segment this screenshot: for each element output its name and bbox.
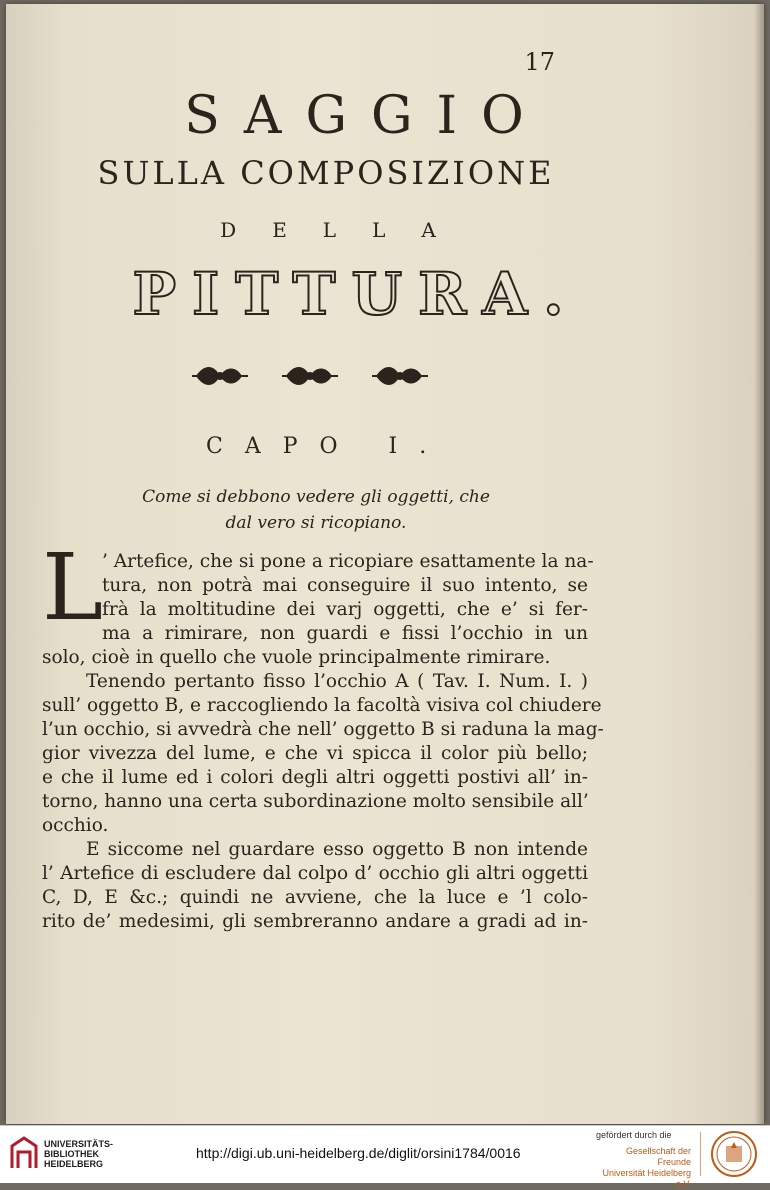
chapter-heading: CAPO I. (206, 434, 449, 459)
subtitle-line: Come si debbono vedere gli oggetti, che (142, 487, 490, 507)
text-line: gior vivezza del lume, e che vi spicca il color più bello; (42, 743, 588, 764)
page-number: 17 (524, 48, 555, 76)
text-line: C, D, E &c.; quindi ne avviene, che la luce e ’l colo- (42, 887, 588, 908)
text-line: Tenendo pertanto fisso l’occhio A ( Tav. I. Num. I. ) (86, 671, 588, 692)
title-line-saggio: SAGGIO (184, 86, 548, 146)
text-line: l’un occhio, si avvedrà che nell’ oggetto B si raduna la mag- (42, 719, 604, 740)
drop-cap: L (42, 534, 104, 641)
subtitle-line: dal vero si ricopiano. (225, 513, 407, 533)
text-line: l’ Artefice di escludere dal colpo d’ occhio gli altri oggetti (42, 863, 588, 884)
text-line: tura, non potrà mai conseguire il suo intento, se (102, 575, 588, 596)
scanned-book-page (6, 4, 764, 1124)
text-line: ’ Artefice, che si pone a ricopiare esattamente la na- (102, 551, 594, 572)
chapter-subtitle (106, 484, 526, 536)
sponsor-label: gefördert durch die (596, 1130, 672, 1140)
text-line: occhio. (42, 815, 109, 836)
page-edge-shadow (754, 4, 764, 1124)
title-line-sulla-composizione: SULLA COMPOSIZIONE (97, 154, 555, 192)
fleuron-icon (192, 367, 248, 385)
title-line-della: DELLA (220, 218, 472, 242)
text-line: solo, cioè in quello che vuole principalmente rimirare. (42, 647, 551, 668)
text-line: frà la moltitudine dei varj oggetti, che e’ si fer- (102, 599, 588, 620)
fleuron-ornament (186, 356, 446, 396)
text-line: ma a rimirare, non guardi e fissi l’occhio in un (102, 623, 588, 644)
library-name: UNIVERSITÄTS- BIBLIOTHEK HEIDELBERG (44, 1139, 114, 1169)
university-seal-icon (710, 1130, 758, 1178)
text-line: torno, hanno una certa subordinazione molto sensibile all’ (42, 791, 589, 812)
footer-bar (0, 1125, 770, 1189)
sponsor-name: Gesellschaft der Freunde Universität Heidelberg e.V. (602, 1146, 691, 1189)
text-line: rito de’ medesimi, gli sembreranno andare a gradi ad in- (42, 911, 588, 932)
fleuron-icon (372, 367, 428, 385)
fleuron-icon (282, 367, 338, 385)
footer-divider (700, 1132, 701, 1176)
text-line: E siccome nel guardare esso oggetto B non intende (86, 839, 588, 860)
permalink-url[interactable]: http://digi.ub.uni-heidelberg.de/diglit/orsini1784/0016 (196, 1145, 521, 1161)
text-line: e che il lume ed i colori degli altri oggetti postivi all’ in- (42, 767, 588, 788)
library-logo-icon (8, 1136, 40, 1172)
text-line: sull’ oggetto B, e raccogliendo la facoltà visiva col chiudere (42, 695, 602, 716)
title-line-pittura: PITTURA. (132, 260, 580, 328)
